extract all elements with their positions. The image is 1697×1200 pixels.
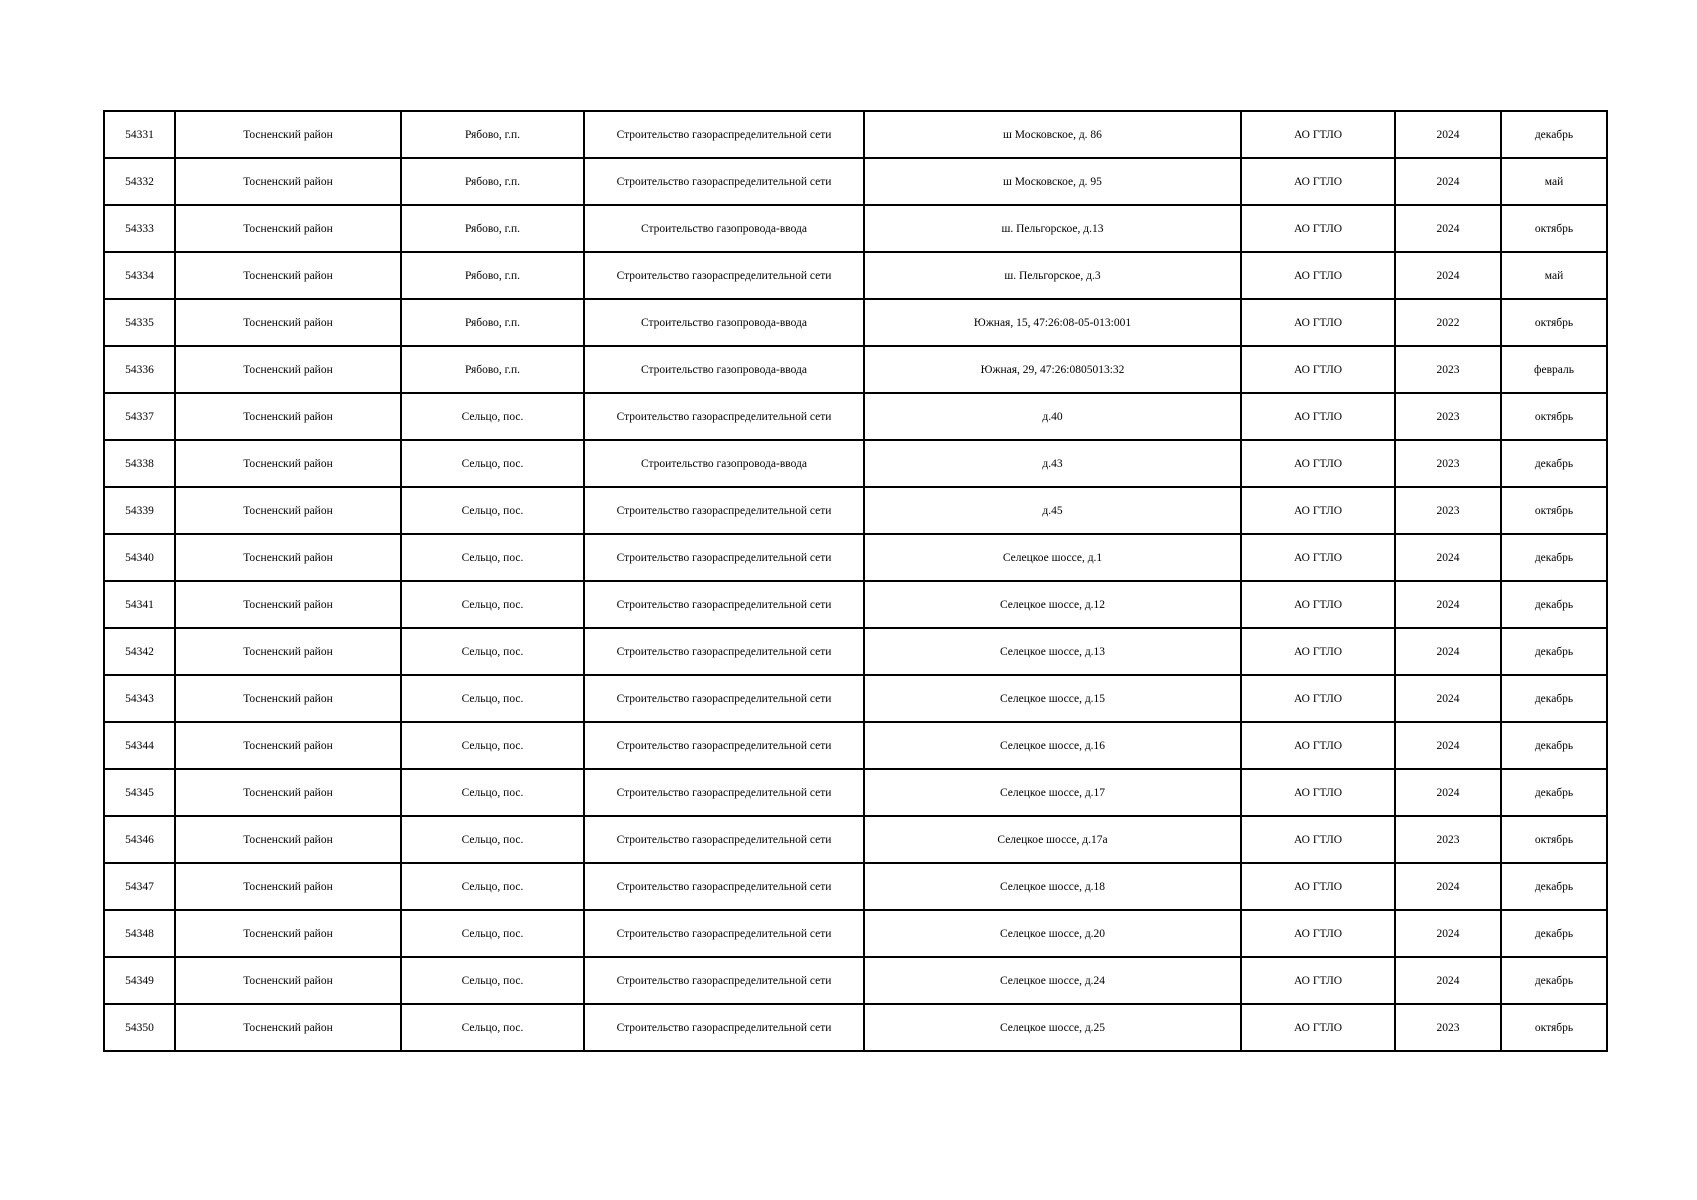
cell-organization: АО ГТЛО [1241, 487, 1395, 534]
cell-address: Южная, 29, 47:26:0805013:32 [864, 346, 1241, 393]
cell-month: май [1501, 158, 1607, 205]
cell-month: декабрь [1501, 440, 1607, 487]
cell-work-type: Строительство газопровода-ввода [584, 346, 864, 393]
cell-month: октябрь [1501, 1004, 1607, 1051]
cell-settlement: Сельцо, пос. [401, 675, 584, 722]
table-row [104, 769, 1607, 816]
cell-organization: АО ГТЛО [1241, 816, 1395, 863]
cell-year: 2024 [1395, 957, 1501, 1004]
cell-address: Селецкое шоссе, д.17а [864, 816, 1241, 863]
cell-district: Тосненский район [175, 252, 401, 299]
cell-organization: АО ГТЛО [1241, 111, 1395, 158]
table-row [104, 675, 1607, 722]
cell-month: декабрь [1501, 769, 1607, 816]
cell-settlement: Сельцо, пос. [401, 863, 584, 910]
table-row [104, 440, 1607, 487]
cell-work-type: Строительство газораспределительной сети [584, 675, 864, 722]
cell-id: 54348 [104, 910, 175, 957]
cell-address: Селецкое шоссе, д.16 [864, 722, 1241, 769]
cell-month: декабрь [1501, 581, 1607, 628]
table-row [104, 816, 1607, 863]
cell-year: 2024 [1395, 910, 1501, 957]
cell-settlement: Сельцо, пос. [401, 487, 584, 534]
cell-organization: АО ГТЛО [1241, 1004, 1395, 1051]
cell-address: Селецкое шоссе, д.25 [864, 1004, 1241, 1051]
cell-year: 2023 [1395, 393, 1501, 440]
cell-address: ш Московское, д. 95 [864, 158, 1241, 205]
cell-work-type: Строительство газопровода-ввода [584, 440, 864, 487]
cell-work-type: Строительство газораспределительной сети [584, 1004, 864, 1051]
table-row [104, 393, 1607, 440]
cell-year: 2022 [1395, 299, 1501, 346]
cell-id: 54349 [104, 957, 175, 1004]
cell-address: Южная, 15, 47:26:08-05-013:001 [864, 299, 1241, 346]
cell-organization: АО ГТЛО [1241, 910, 1395, 957]
cell-district: Тосненский район [175, 393, 401, 440]
cell-year: 2023 [1395, 1004, 1501, 1051]
cell-district: Тосненский район [175, 957, 401, 1004]
cell-address: Селецкое шоссе, д.15 [864, 675, 1241, 722]
cell-year: 2024 [1395, 769, 1501, 816]
cell-work-type: Строительство газораспределительной сети [584, 769, 864, 816]
cell-id: 54332 [104, 158, 175, 205]
cell-work-type: Строительство газораспределительной сети [584, 111, 864, 158]
cell-district: Тосненский район [175, 205, 401, 252]
cell-year: 2024 [1395, 111, 1501, 158]
cell-address: ш. Пельгорское, д.3 [864, 252, 1241, 299]
cell-year: 2024 [1395, 675, 1501, 722]
cell-month: февраль [1501, 346, 1607, 393]
cell-organization: АО ГТЛО [1241, 581, 1395, 628]
cell-address: Селецкое шоссе, д.1 [864, 534, 1241, 581]
cell-year: 2023 [1395, 816, 1501, 863]
cell-id: 54346 [104, 816, 175, 863]
cell-month: октябрь [1501, 487, 1607, 534]
table-row [104, 722, 1607, 769]
table-row [104, 205, 1607, 252]
cell-organization: АО ГТЛО [1241, 722, 1395, 769]
cell-year: 2023 [1395, 346, 1501, 393]
cell-id: 54333 [104, 205, 175, 252]
cell-year: 2024 [1395, 158, 1501, 205]
cell-district: Тосненский район [175, 910, 401, 957]
table-row [104, 346, 1607, 393]
cell-year: 2023 [1395, 487, 1501, 534]
cell-month: декабрь [1501, 910, 1607, 957]
cell-work-type: Строительство газораспределительной сети [584, 534, 864, 581]
cell-address: ш. Пельгорское, д.13 [864, 205, 1241, 252]
cell-district: Тосненский район [175, 769, 401, 816]
cell-settlement: Рябово, г.п. [401, 346, 584, 393]
cell-work-type: Строительство газораспределительной сети [584, 957, 864, 1004]
cell-year: 2024 [1395, 252, 1501, 299]
cell-month: октябрь [1501, 205, 1607, 252]
cell-id: 54335 [104, 299, 175, 346]
cell-organization: АО ГТЛО [1241, 205, 1395, 252]
cell-settlement: Сельцо, пос. [401, 393, 584, 440]
cell-year: 2024 [1395, 534, 1501, 581]
table-body [104, 111, 1607, 1051]
cell-district: Тосненский район [175, 158, 401, 205]
table-row [104, 252, 1607, 299]
cell-district: Тосненский район [175, 675, 401, 722]
cell-settlement: Сельцо, пос. [401, 957, 584, 1004]
cell-month: декабрь [1501, 534, 1607, 581]
cell-month: октябрь [1501, 299, 1607, 346]
cell-year: 2024 [1395, 722, 1501, 769]
cell-settlement: Рябово, г.п. [401, 158, 584, 205]
cell-year: 2024 [1395, 628, 1501, 675]
table-row [104, 1004, 1607, 1051]
cell-district: Тосненский район [175, 581, 401, 628]
cell-district: Тосненский район [175, 487, 401, 534]
cell-id: 54340 [104, 534, 175, 581]
cell-id: 54338 [104, 440, 175, 487]
cell-work-type: Строительство газораспределительной сети [584, 910, 864, 957]
cell-district: Тосненский район [175, 816, 401, 863]
cell-settlement: Сельцо, пос. [401, 769, 584, 816]
cell-work-type: Строительство газопровода-ввода [584, 299, 864, 346]
cell-organization: АО ГТЛО [1241, 440, 1395, 487]
cell-id: 54345 [104, 769, 175, 816]
cell-district: Тосненский район [175, 111, 401, 158]
cell-settlement: Сельцо, пос. [401, 581, 584, 628]
table-row [104, 581, 1607, 628]
cell-work-type: Строительство газораспределительной сети [584, 393, 864, 440]
cell-month: октябрь [1501, 816, 1607, 863]
cell-work-type: Строительство газораспределительной сети [584, 487, 864, 534]
cell-settlement: Рябово, г.п. [401, 205, 584, 252]
cell-address: д.40 [864, 393, 1241, 440]
cell-id: 54337 [104, 393, 175, 440]
cell-district: Тосненский район [175, 1004, 401, 1051]
cell-settlement: Рябово, г.п. [401, 111, 584, 158]
table-row [104, 487, 1607, 534]
table-row [104, 957, 1607, 1004]
cell-organization: АО ГТЛО [1241, 346, 1395, 393]
cell-organization: АО ГТЛО [1241, 393, 1395, 440]
cell-id: 54341 [104, 581, 175, 628]
cell-organization: АО ГТЛО [1241, 252, 1395, 299]
cell-settlement: Сельцо, пос. [401, 816, 584, 863]
cell-id: 54347 [104, 863, 175, 910]
table-row [104, 628, 1607, 675]
cell-settlement: Сельцо, пос. [401, 1004, 584, 1051]
cell-month: октябрь [1501, 393, 1607, 440]
cell-organization: АО ГТЛО [1241, 534, 1395, 581]
cell-id: 54339 [104, 487, 175, 534]
cell-settlement: Сельцо, пос. [401, 440, 584, 487]
cell-organization: АО ГТЛО [1241, 675, 1395, 722]
table-row [104, 158, 1607, 205]
cell-month: декабрь [1501, 111, 1607, 158]
cell-work-type: Строительство газораспределительной сети [584, 863, 864, 910]
cell-work-type: Строительство газораспределительной сети [584, 252, 864, 299]
cell-id: 54342 [104, 628, 175, 675]
cell-id: 54336 [104, 346, 175, 393]
cell-year: 2024 [1395, 581, 1501, 628]
cell-district: Тосненский район [175, 722, 401, 769]
cell-address: Селецкое шоссе, д.17 [864, 769, 1241, 816]
cell-organization: АО ГТЛО [1241, 628, 1395, 675]
cell-address: Селецкое шоссе, д.20 [864, 910, 1241, 957]
cell-id: 54331 [104, 111, 175, 158]
cell-organization: АО ГТЛО [1241, 158, 1395, 205]
cell-year: 2024 [1395, 863, 1501, 910]
gasification-table [103, 110, 1608, 1052]
cell-work-type: Строительство газораспределительной сети [584, 581, 864, 628]
cell-organization: АО ГТЛО [1241, 957, 1395, 1004]
cell-address: Селецкое шоссе, д.18 [864, 863, 1241, 910]
cell-year: 2023 [1395, 440, 1501, 487]
table-row [104, 910, 1607, 957]
cell-settlement: Сельцо, пос. [401, 910, 584, 957]
cell-settlement: Сельцо, пос. [401, 534, 584, 581]
cell-work-type: Строительство газораспределительной сети [584, 628, 864, 675]
cell-address: Селецкое шоссе, д.12 [864, 581, 1241, 628]
cell-settlement: Сельцо, пос. [401, 628, 584, 675]
cell-district: Тосненский район [175, 628, 401, 675]
cell-settlement: Сельцо, пос. [401, 722, 584, 769]
cell-month: декабрь [1501, 863, 1607, 910]
cell-id: 54350 [104, 1004, 175, 1051]
cell-month: декабрь [1501, 722, 1607, 769]
cell-address: д.45 [864, 487, 1241, 534]
cell-work-type: Строительство газораспределительной сети [584, 158, 864, 205]
cell-address: Селецкое шоссе, д.24 [864, 957, 1241, 1004]
cell-district: Тосненский район [175, 346, 401, 393]
cell-district: Тосненский район [175, 534, 401, 581]
cell-organization: АО ГТЛО [1241, 769, 1395, 816]
cell-address: д.43 [864, 440, 1241, 487]
cell-work-type: Строительство газораспределительной сети [584, 816, 864, 863]
cell-organization: АО ГТЛО [1241, 299, 1395, 346]
cell-month: декабрь [1501, 628, 1607, 675]
cell-month: декабрь [1501, 957, 1607, 1004]
cell-district: Тосненский район [175, 863, 401, 910]
cell-organization: АО ГТЛО [1241, 863, 1395, 910]
cell-work-type: Строительство газопровода-ввода [584, 205, 864, 252]
cell-year: 2024 [1395, 205, 1501, 252]
cell-district: Тосненский район [175, 440, 401, 487]
cell-id: 54334 [104, 252, 175, 299]
cell-work-type: Строительство газораспределительной сети [584, 722, 864, 769]
cell-settlement: Рябово, г.п. [401, 299, 584, 346]
cell-month: май [1501, 252, 1607, 299]
table-row [104, 534, 1607, 581]
cell-address: Селецкое шоссе, д.13 [864, 628, 1241, 675]
cell-district: Тосненский район [175, 299, 401, 346]
cell-settlement: Рябово, г.п. [401, 252, 584, 299]
table-row [104, 299, 1607, 346]
cell-month: декабрь [1501, 675, 1607, 722]
cell-id: 54344 [104, 722, 175, 769]
cell-id: 54343 [104, 675, 175, 722]
table-row [104, 111, 1607, 158]
cell-address: ш Московское, д. 86 [864, 111, 1241, 158]
table-row [104, 863, 1607, 910]
